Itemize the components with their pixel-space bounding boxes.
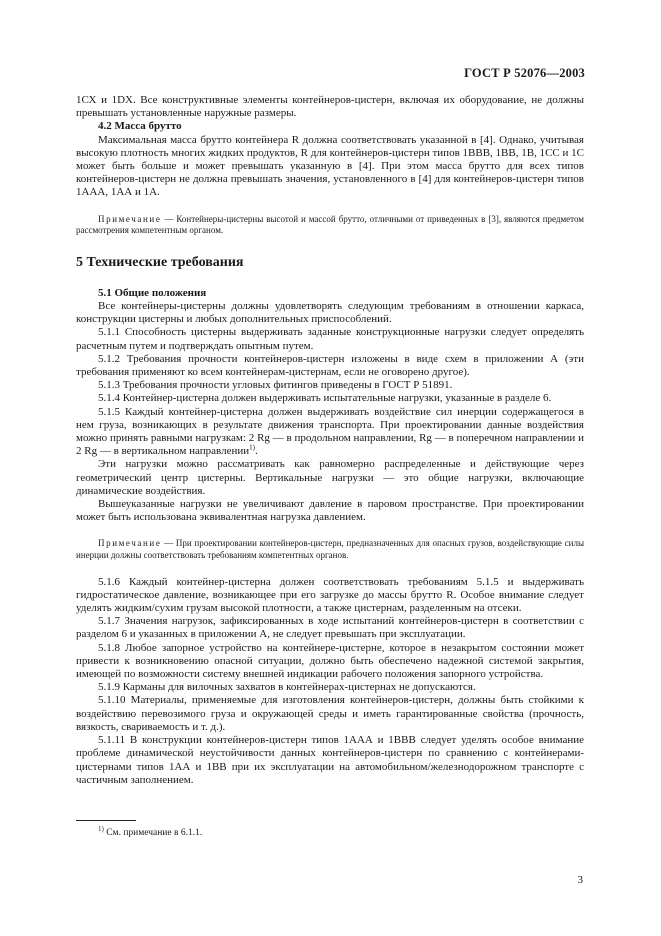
paragraph-4-2: Максимальная масса брутто контейнера R должна соответствовать указанной в [4]. Однако, учитывая высокую плотность многих жидких продуктов, R для контейнеров-цистерн типов 1ВВВ, 1ВВ, 1В, 1СС и 1С может быть больше и может превышать указанную в [4]. При этом масса брутто для всех типов контейнеров-цистерн не должна превышать значения, установленного в [4] для контейнеров-цистерн типов 1ААА, 1АА и 1А.: [76, 133, 584, 199]
paragraph-5-1-5-text: 5.1.5 Каждый контейнер-цистерна должен выдерживать воздействие сил инерции содержащегося в нем груза, возникающих в результате движения транспорта. При проектировании данные воздействия можно принять равными нагрузкам: 2 Rg — в продольном направлении, Rg — в поперечном направлении и 2 Rg — в вертикальном направлении: [76, 405, 584, 458]
paragraph-5-1-11: 5.1.11 В конструкции контейнеров-цистерн типов 1ААА и 1ВВВ следует уделять особое внимание проблеме динамической неустойчивости данных контейнеров-цистерн по сравнению с контейнерами-цистернами типов 1АА и 1ВВ при их эксплуатации на автомобильном/железнодорожном транспорте с частичным заполнением.: [76, 734, 584, 786]
paragraph-5-1-4: 5.1.4 Контейнер-цистерна должен выдерживать испытательные нагрузки, указанные в разделе 6.: [98, 392, 552, 405]
intro-paragraph: 1СХ и 1DX. Все конструктивные элементы контейнеров-цистерн, включая их оборудование, не должны превышать установленные наружные размеры.: [76, 94, 584, 120]
paragraph-5-1-2: 5.1.2 Требования прочности контейнеров-цистерн изложены в виде схем в приложении А (эти требования применяют ко всем контейнерам-цистернам, если не оговорено другое).: [76, 352, 584, 379]
standard-header: ГОСТ Р 52076—2003: [464, 66, 585, 80]
paragraph-5-1-8: 5.1.8 Любое запорное устройство на контейнере-цистерне, которое в незакрытом состоянии может привести к возникновению опасной ситуации, должно быть обеспечено надежной системой закрытия, имеющей по возможности систему внешней индикации рабочего положения запорного устройства.: [76, 641, 584, 681]
paragraph-5-1-6: 5.1.6 Каждый контейнер-цистерна должен соответствовать требованиям 5.1.5 и выдерживать гидростатическое давление, возникающее при его загрузке до массы брутто R. Особое внимание следует уделять жидким/сухим грузам высокой плотности, а также цистернам, разделенным на отсеки.: [76, 575, 584, 615]
note-2: [76, 538, 584, 561]
footnote: [98, 824, 203, 838]
section-5-title: 5 Технические требования: [76, 254, 244, 270]
footnote-divider: [76, 820, 136, 821]
document-body: [76, 94, 584, 787]
paragraph-5-1-10: 5.1.10 Материалы, применяемые для изготовления контейнеров-цистерн, должны быть стойкими к воздействию перевозимого груза и окружающей среды и иметь гарантированные свойства (прочность, вязкость, свариваемость и т. д.).: [76, 694, 584, 733]
paragraph-5-1-1: 5.1.1 Способность цистерны выдерживать заданные конструкционные нагрузки следует определять расчетным путем и подтверждать опытным путем.: [76, 326, 584, 352]
paragraph-5-1-9: 5.1.9 Карманы для вилочных захватов в контейнерах-цистернах не допускаются.: [98, 681, 476, 694]
paragraph-above: Вышеуказанные нагрузки не увеличивают давление в паровом пространстве. При проектировании может быть использована эквивалентная нагрузка давлением.: [76, 498, 584, 524]
paragraph-5-1-7: 5.1.7 Значения нагрузок, зафиксированных в ходе испытаний контейнеров-цистерн в соответствии с разделом 6 и указанных в приложении А, не следует превышать при эксплуатации.: [76, 615, 584, 641]
note-1-label: Примечание: [98, 213, 162, 224]
footnote-mark: 1): [98, 824, 104, 833]
footnote-ref: 1): [249, 443, 255, 452]
paragraph-5-1: Все контейнеры-цистерны должны удовлетворять следующим требованиям в отношении каркаса, конструкции цистерны и любых дополнительных приспособлений.: [76, 300, 584, 326]
heading-4-2: 4.2 Масса брутто: [98, 120, 182, 133]
paragraph-5-1-5: 5.1.5 Каждый контейнер-цистерна должен выдерживать воздействие сил инерции содержащегося в нем груза, возникающих в результате движения транспорта. При проектировании данные воздействия можно принять равными нагрузкам: 2 Rg — в продольном направлении, Rg — в поперечном направлении и 2 Rg — в вертикальном направлении$^{1)}$.: [76, 405, 584, 458]
note-1-text: — Контейнеры-цистерны высотой и массой брутто, отличными от приведенных в [3], являются предметом рассмотрения компетентным органом.: [76, 213, 584, 236]
note-1: [76, 214, 584, 237]
note-2-text: — При проектировании контейнеров-цистерн, предназначенных для опасных грузов, воздействующие силы инерции должны соответствовать требованиям компетентных органов.: [76, 538, 584, 561]
footnote-text: См. примечание в 6.1.1.: [106, 828, 203, 838]
paragraph-5-1-3: 5.1.3 Требования прочности угловых фитингов приведены в ГОСТ Р 51891.: [98, 379, 453, 392]
note-2-label: Примечание: [98, 538, 162, 549]
page-number: 3: [577, 874, 583, 886]
paragraph-loads: Эти нагрузки можно рассматривать как равномерно распределенные и действующие через геометрический центр цистерны. Вертикальные нагрузки — это общие нагрузки, включающие динамические воздействия.: [76, 458, 584, 497]
heading-5-1: 5.1 Общие положения: [98, 286, 207, 299]
